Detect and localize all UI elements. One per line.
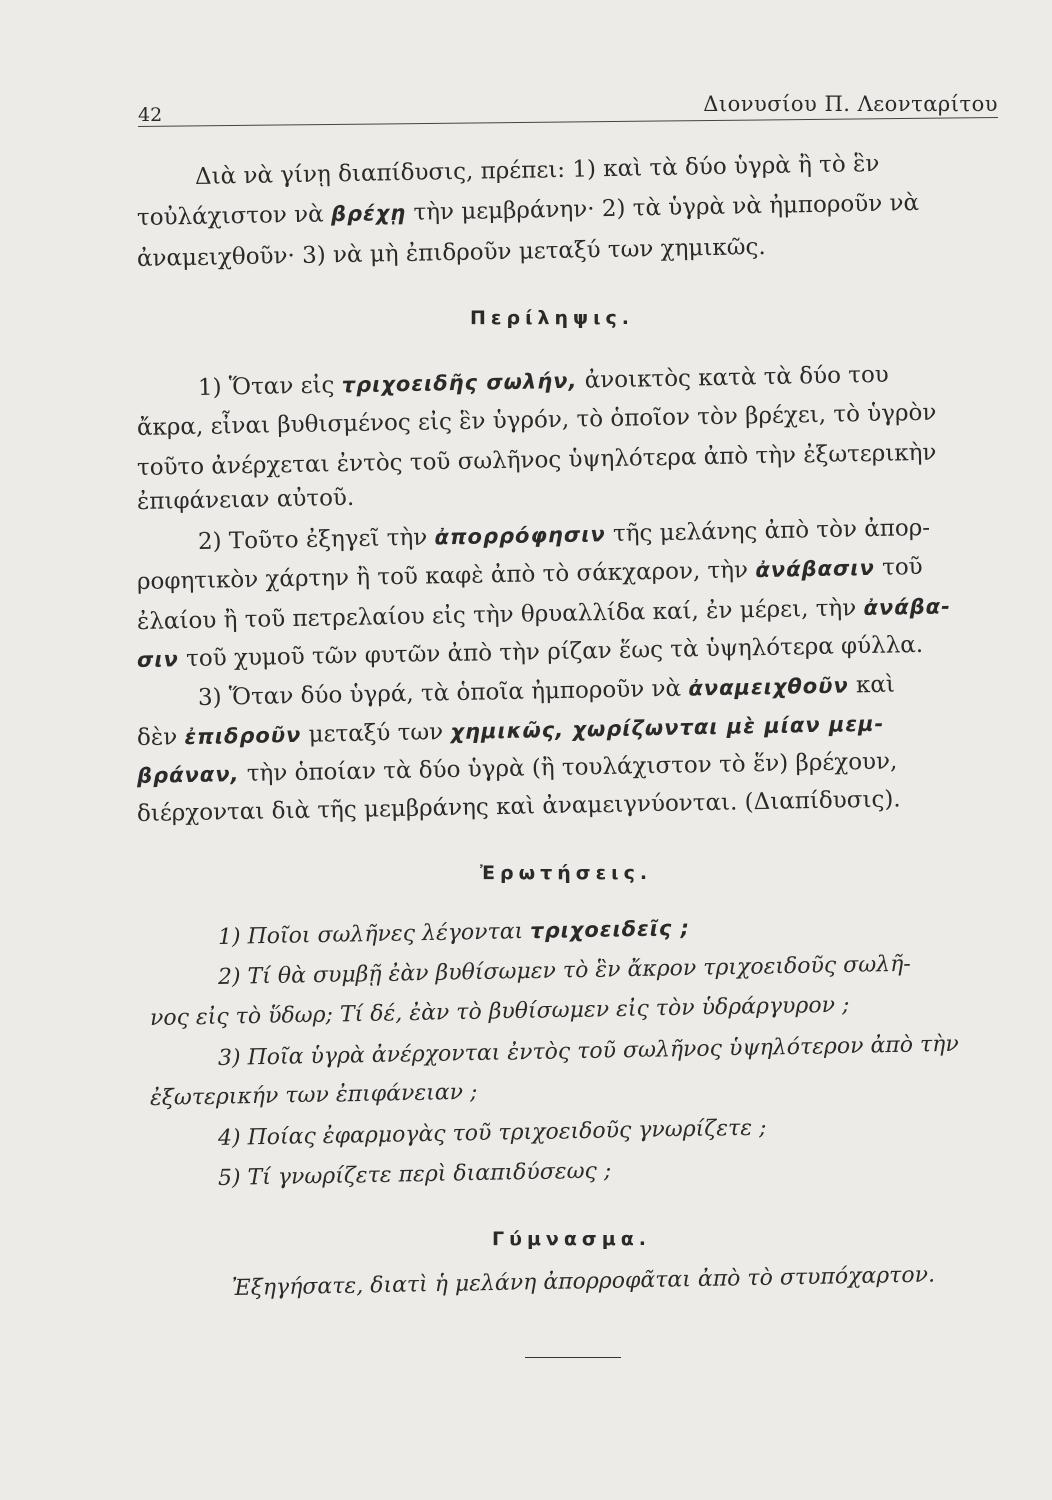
emphasis: τριχοειδεῖς ;: [529, 915, 691, 944]
emphasis: ἀνάβα-: [863, 594, 952, 621]
question-3-line-1: 3) Ποῖα ὑγρὰ ἀνέρχονται ἐντὸς τοῦ σωλῆνος ὑψηλότερον ἀπὸ τὴν: [217, 1031, 959, 1071]
exercise-heading: Γύμνασμα.: [492, 1228, 651, 1250]
summary-p2-line-4: σιν τοῦ χυμοῦ τῶν φυτῶν ἀπὸ τὴν ρίζαν ἕως τὰ ὑψηλότερα φύλλα.: [136, 631, 924, 673]
emphasis: βράναν,: [136, 762, 240, 788]
exercise-text: Ἐξηγήσατε, διατὶ ἡ μελάνη ἀπορροφᾶται ἀπὸ τὸ στυπόχαρτον.: [231, 1262, 936, 1301]
intro-line-3: ἀναμειχθοῦν· 3) νὰ μὴ ἐπιδροῦν μεταξύ των χημικῶς.: [136, 233, 766, 272]
emphasis: χημικῶς, χωρίζωνται μὲ μίαν μεμ-: [450, 711, 885, 744]
emphasis: ἀνάβασιν: [755, 555, 876, 583]
question-4: 4) Ποίας ἐφαρμογὰς τοῦ τριχοειδοῦς γνωρίζετε ;: [217, 1115, 767, 1151]
summary-heading: Περίληψις.: [470, 307, 634, 329]
header-rule: [138, 117, 998, 127]
summary-p3-line-3: βράναν, τὴν ὁποίαν τὰ δύο ὑγρὰ (ἢ τουλάχιστον τὸ ἕν) βρέχουν,: [136, 748, 898, 788]
summary-p1-line-3: τοῦτο ἀνέρχεται ἐντὸς τοῦ σωλῆνος ὑψηλότερα ἀπὸ τὴν ἐξωτερικὴν: [136, 439, 937, 481]
page-number: 42: [138, 104, 163, 126]
running-head: Διονυσίου Π. Λεονταρίτου: [703, 92, 998, 116]
emphasis: ἀναμειχθοῦν: [688, 673, 849, 701]
summary-p3-line-4: διέρχονται διὰ τῆς μεμβράνης καὶ ἀναμειγνύονται. (Διαπίδυσις).: [136, 786, 901, 827]
emphasis: ἐπιδροῦν: [184, 722, 302, 750]
summary-p3-line-1: 3) Ὅταν δύο ὑγρά, τὰ ὁποῖα ἠμποροῦν νὰ ἀναμειχθοῦν καὶ: [197, 671, 896, 711]
question-5: 5) Τί γνωρίζετε περὶ διαπιδύσεως ;: [217, 1158, 612, 1191]
summary-p1-line-2: ἄκρα, εἶναι βυθισμένος εἰς ἓν ὑγρόν, τὸ ὁποῖον τὸν βρέχει, τὸ ὑγρὸν: [136, 399, 937, 441]
page-header: [138, 92, 998, 128]
question-2-line-2: νος εἰς τὸ ὕδωρ; Τί δέ, ἐὰν τὸ βυθίσωμεν εἰς τὸν ὑδράργυρον ;: [149, 992, 850, 1031]
intro-line-2: τοὐλάχιστον νὰ βρέχῃ τὴν μεμβράνην· 2) τὰ ὑγρὰ νὰ ἠμποροῦν νὰ: [136, 189, 920, 231]
emphasis: βρέχῃ: [330, 200, 407, 227]
question-3-line-2: ἐξωτερικήν των ἐπιφάνειαν ;: [149, 1079, 478, 1111]
summary-p3-line-2: δὲν ἐπιδροῦν μεταξύ των χημικῶς, χωρίζωνται μὲ μίαν μεμ-: [136, 711, 885, 751]
questions-heading: Ἐρωτήσεις.: [480, 862, 653, 884]
summary-p2-line-3: ἐλαίου ἢ τοῦ πετρελαίου εἰς τὴν θρυαλλίδα καί, ἐν μέρει, τὴν ἀνάβα-: [136, 594, 952, 635]
summary-p1-line-1: 1) Ὅταν εἰς τριχοειδῆς σωλήν, ἀνοικτὸς κατὰ τὰ δύο του: [197, 361, 890, 401]
end-rule: [525, 1357, 621, 1358]
summary-p2-line-2: ροφητικὸν χάρτην ἢ τοῦ καφὲ ἀπὸ τὸ σάκχαρον, τὴν ἀνάβασιν τοῦ: [136, 553, 923, 595]
emphasis: σιν: [136, 647, 180, 672]
question-2-line-1: 2) Τί θὰ συμβῇ ἐὰν βυθίσωμεν τὸ ἓν ἄκρον τριχοειδοῦς σωλῆ-: [217, 951, 911, 990]
intro-line-1: Διὰ νὰ γίνῃ διαπίδυσις, πρέπει: 1) καὶ τὰ δύο ὑγρὰ ἢ τὸ ἓν: [194, 150, 880, 190]
summary-p2-line-1: 2) Τοῦτο ἐξηγεῖ τὴν ἀπορρόφησιν τῆς μελάνης ἀπὸ τὸν ἀπορ-: [197, 514, 931, 555]
emphasis: τριχοειδῆς σωλήν,: [341, 368, 578, 398]
summary-p1-line-4: ἐπιφάνειαν αὐτοῦ.: [136, 484, 355, 515]
emphasis: ἀπορρόφησιν: [434, 522, 606, 550]
question-1: 1) Ποῖοι σωλῆνες λέγονται τριχοειδεῖς ;: [217, 915, 691, 950]
